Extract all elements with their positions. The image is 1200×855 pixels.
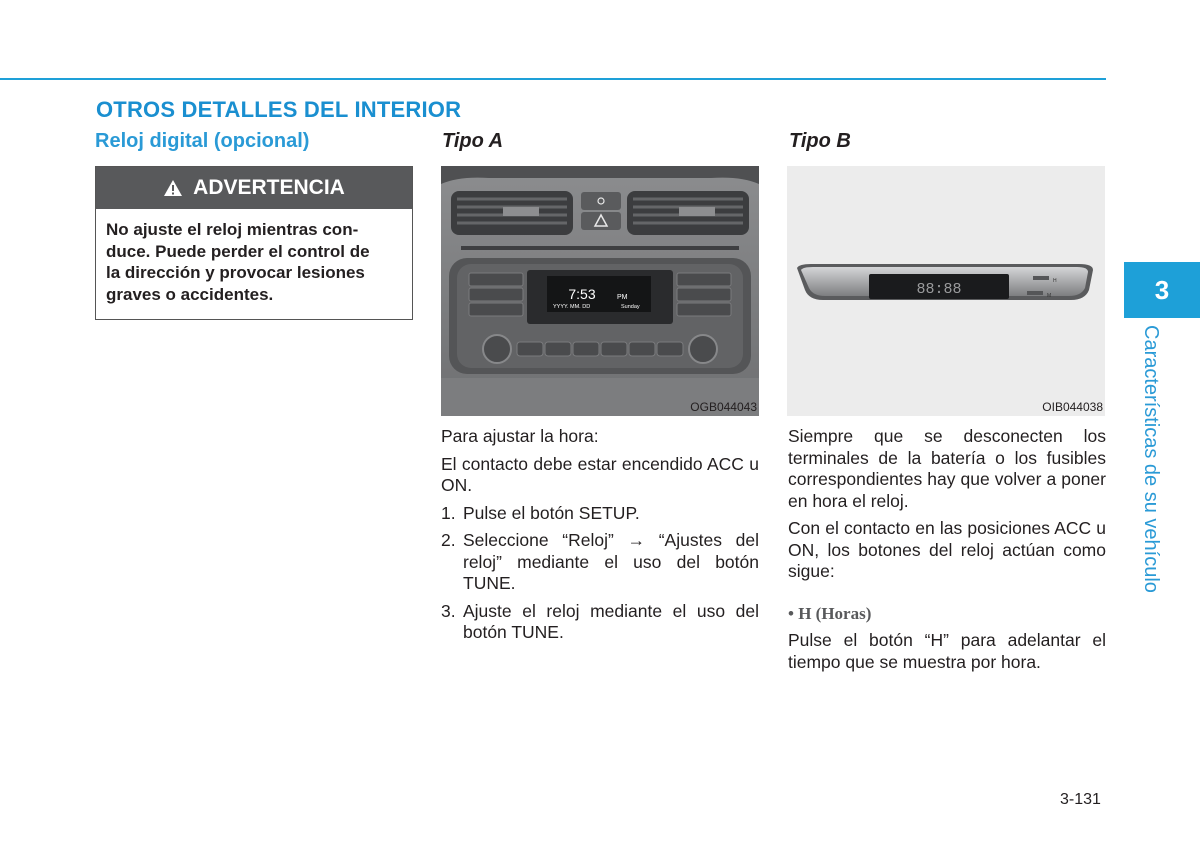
list-text: Ajuste el reloj mediante el uso del botón TUNE. [463, 600, 759, 642]
paragraph: Pulse el botón “H” para adelantar el tiempo que se muestra por hora. [788, 630, 1106, 672]
warning-header [96, 167, 412, 209]
list-item [441, 530, 759, 595]
list-item [441, 503, 759, 525]
warning-title: ADVERTENCIA [193, 176, 345, 199]
type-b-text [788, 426, 1106, 679]
warning-triangle-icon [163, 179, 183, 197]
figure-code-b: OIB044038 [1042, 400, 1103, 414]
paragraph: Para ajustar la hora: [441, 426, 599, 446]
figure-type-a [441, 166, 759, 416]
display-time: 7:53 [568, 286, 596, 302]
warning-line: No ajuste el reloj mientras con- [106, 220, 359, 239]
display-ampm: PM [617, 294, 628, 301]
list-text: Seleccione “Reloj” → “Ajustes del reloj” mediante el uso del botón TUNE. [463, 530, 759, 593]
list-number: 3. [441, 600, 456, 621]
type-b-label: Tipo B [789, 130, 851, 152]
list-number: 2. [441, 530, 456, 550]
chapter-name-text: Características de su vehículo [1140, 325, 1162, 593]
list-item [441, 601, 759, 644]
subheading: Reloj digital (opcional) [95, 130, 310, 152]
paragraph: Con el contacto en las posiciones ACC u ON, los botones del reloj actúan como sigue: [788, 518, 1106, 581]
type-a-text [441, 426, 759, 650]
display-digits: 88:88 [916, 281, 962, 298]
figure-code-a: OGB044043 [690, 400, 757, 414]
warning-box [95, 166, 413, 320]
warning-body [96, 209, 412, 305]
list-number: 1. [441, 502, 456, 523]
chapter-name [1136, 325, 1162, 595]
chapter-tab: 3 [1124, 262, 1200, 318]
figure-type-b [787, 166, 1105, 416]
top-rule [0, 78, 1106, 80]
warning-line: graves o accidentes. [106, 284, 274, 304]
page-number: 3-131 [1060, 791, 1101, 808]
display-date: YYYY. MM. DD [553, 304, 591, 310]
display-day: Sunday [621, 304, 640, 310]
paragraph: Siempre que se desconecten los terminales de la batería o los fusibles correspondientes hay que volver a poner en hora el reloj. [788, 426, 1106, 511]
list-text: Pulse el botón SETUP. [463, 502, 640, 523]
paragraph: El contacto debe estar encendido ACC u ON. [441, 453, 759, 495]
dashboard-illustration [441, 166, 759, 416]
button-m-label: M [1047, 293, 1052, 299]
section-title: OTROS DETALLES DEL INTERIOR [96, 97, 462, 122]
overhead-clock-illustration [787, 166, 1105, 416]
warning-line: duce. Puede perder el control de [106, 241, 370, 261]
button-h-label: H [1053, 278, 1057, 284]
bullet-heading: • H (Horas) [788, 603, 872, 623]
type-a-label: Tipo A [442, 130, 504, 152]
warning-line: la dirección y provocar lesiones [106, 263, 365, 282]
